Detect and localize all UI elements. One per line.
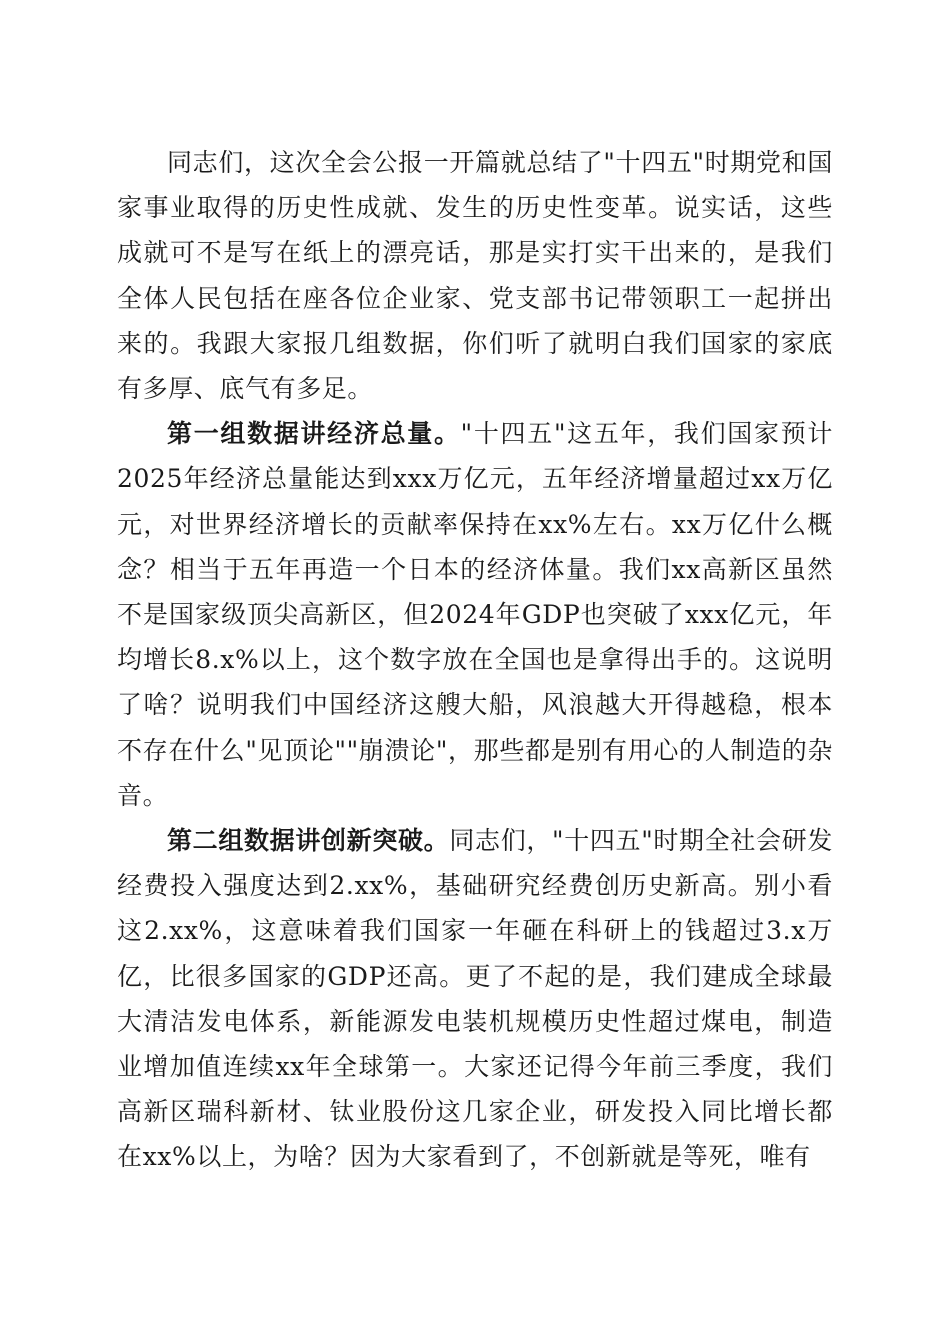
paragraph-text: 同志们，"十四五"时期全社会研发经费投入强度达到2.xx%，基础研究经费创历史新高。别小看这2.xx%，这意味着我们国家一年砸在科研上的钱超过3.x万亿，比很多国家的GDP还高。更了不起的是，我们建成全球最大清洁发电体系，新能源发电装机规模历史性超过煤电，制造业增加值连续xx年全球第一。大家还记得今年前三季度，我们高新区瑞科新材、钛业股份这几家企业，研发投入同比增长都在xx%以上，为啥？因为大家看到了，不创新就是等死，唯有: [117, 826, 833, 1172]
paragraph-text: "十四五"这五年，我们国家预计2025年经济总量能达到xxx万亿元，五年经济增量超过xx万亿元，对世界经济增长的贡献率保持在xx%左右。xx万亿什么概念？相当于五年再造一个日本的经济体量。我们xx高新区虽然不是国家级顶尖高新区，但2024年GDP也突破了xxx亿元，年均增长8.x%以上，这个数字放在全国也是拿得出手的。这说明了啥？说明我们中国经济这艘大船，风浪越大开得越稳，根本不存在什么"见顶论""崩溃论"，那些都是别有用心的人制造的杂音。: [117, 419, 833, 810]
document-body: [117, 140, 833, 1180]
paragraph-intro: [117, 140, 833, 411]
paragraph-lead: 第二组数据讲创新突破。: [167, 826, 450, 856]
paragraph-innovation: [117, 818, 833, 1180]
paragraph-economy: [117, 411, 833, 818]
paragraph-lead: 第一组数据讲经济总量。: [167, 419, 461, 449]
paragraph-text: 同志们，这次全会公报一开篇就总结了"十四五"时期党和国家事业取得的历史性成就、发生的历史性变革。说实话，这些成就可不是写在纸上的漂亮话，那是实打实干出来的，是我们全体人民包括在座各位企业家、党支部书记带领职工一起拼出来的。我跟大家报几组数据，你们听了就明白我们国家的家底有多厚、底气有多足。: [117, 148, 833, 404]
